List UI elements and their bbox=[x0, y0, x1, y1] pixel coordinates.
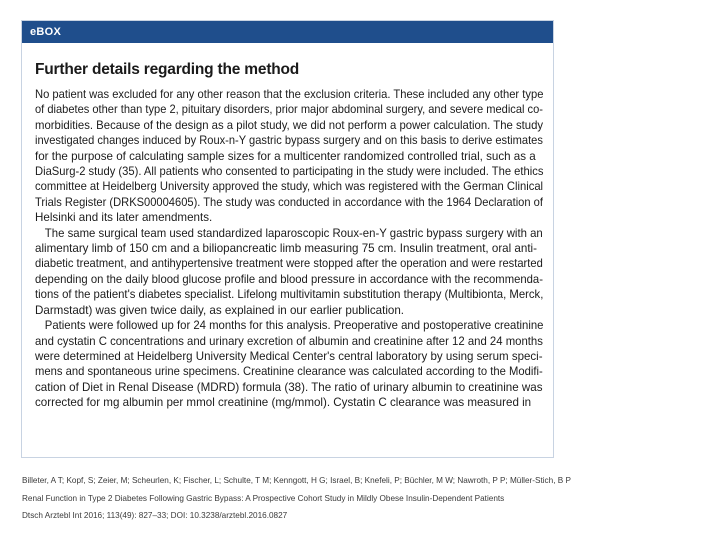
paragraph-line: The same surgical team used standardized laparoscopic Roux-en-Y gastric bypass surgery with an bbox=[44, 226, 543, 240]
citation-caption bbox=[22, 472, 712, 525]
paragraph-line: mens and spontaneous urine specimens. Creatinine clearance was calculated according to the Modifi- bbox=[35, 365, 543, 379]
paragraph bbox=[35, 226, 544, 318]
ebox-body bbox=[22, 43, 553, 411]
paragraph-line: Darmstadt) was given twice daily, as explained in our earlier publication. bbox=[35, 303, 405, 317]
paragraph-line: depending on the daily blood glucose profile and blood pressure in accordance with the recommenda- bbox=[35, 272, 543, 286]
ebox-paragraphs bbox=[35, 87, 544, 411]
ebox-panel bbox=[21, 20, 554, 458]
citation-title: Renal Function in Type 2 Diabetes Following Gastric Bypass: A Prospective Cohort Study in Mildly Obese Insulin-Dependent Patients bbox=[22, 493, 505, 503]
citation-source: Dtsch Arztebl Int 2016; 113(49): 827–33; DOI: 10.3238/arztebl.2016.0827 bbox=[22, 511, 288, 520]
paragraph-line: of diabetes other than type 2, pituitary disorders, prior major abdominal surgery, and severe medical co- bbox=[35, 103, 543, 117]
citation-authors: Billeter, A T; Kopf, S; Zeier, M; Scheurlen, K; Fischer, L; Schulte, T M; Kenngott, H G; Israel, B; Knefeli, P; Büchler, M W; Nawroth, P P; Müller-Stich, B P bbox=[22, 476, 571, 485]
ebox-title: Further details regarding the method bbox=[35, 61, 300, 78]
paragraph-line: committee at Heidelberg University approved the study, which was registered with the German Clinical bbox=[35, 180, 544, 194]
paragraph-line: diabetic treatment, and antihypertensive treatment were stopped after the operation and were restarted bbox=[35, 257, 543, 271]
paragraph-line: were determined at Heidelberg University Medical Center's central laboratory by using serum speci- bbox=[35, 349, 543, 363]
paragraph-line: Trials Register (DRKS00004605). The study was conducted in accordance with the 1964 Declaration of bbox=[35, 195, 543, 209]
paragraph-line: for the purpose of calculating sample sizes for a multicenter randomized controlled trial, such as a bbox=[35, 149, 536, 163]
paragraph-line: Helsinki and its later amendments. bbox=[35, 211, 213, 225]
paragraph-line: investigated changes induced by Roux-n-Y gastric bypass surgery and on this basis to derive estimates bbox=[35, 134, 543, 148]
ebox-label: eBOX bbox=[22, 21, 553, 43]
paragraph-line: and cystatin C concentrations and urinary excretion of albumin and creatinine after 12 and 24 months bbox=[35, 334, 543, 348]
paragraph bbox=[35, 87, 544, 226]
paragraph-line: No patient was excluded for any other reason that the exclusion criteria. These included any other type bbox=[35, 88, 544, 101]
paragraph-line: alimentary limb of 150 cm and a biliopancreatic limb measuring 75 cm. Insulin treatment, oral anti- bbox=[35, 242, 537, 256]
paragraph-line: Patients were followed up for 24 months for this analysis. Preoperative and postoperative creatinine bbox=[44, 319, 544, 333]
paragraph-line: corrected for mg albumin per mmol creatinine (mg/mmol). Cystatin C clearance was measured in bbox=[35, 396, 532, 410]
paragraph-line: tions of the patient's diabetes specialist. Lifelong multivitamin substitution therapy (Multibionta, Merck, bbox=[35, 288, 544, 302]
paragraph bbox=[35, 318, 544, 410]
paragraph-line: DiaSurg-2 study (35). All patients who consented to participating in the study were included. The ethics bbox=[35, 165, 544, 179]
paragraph-line: morbidities. Because of the design as a pilot study, we did not perform a power calculation. The study bbox=[35, 118, 544, 132]
paragraph-line: cation of Diet in Renal Disease (MDRD) formula (38). The ratio of urinary albumin to creatinine was bbox=[35, 380, 543, 394]
